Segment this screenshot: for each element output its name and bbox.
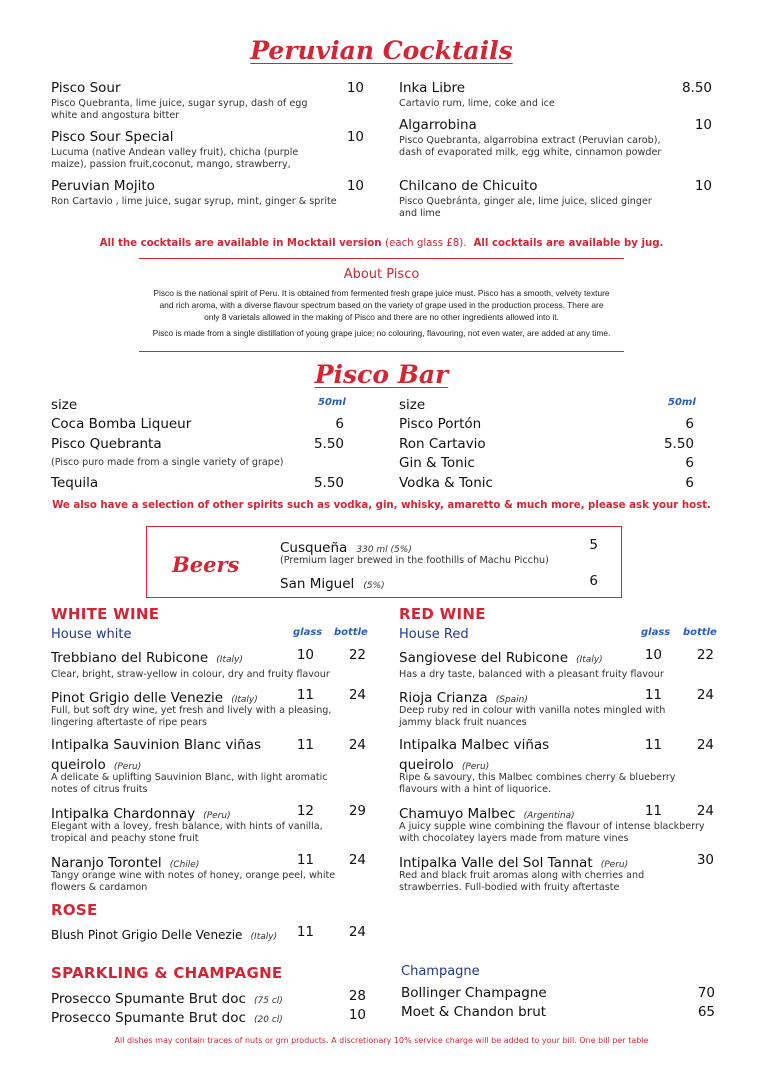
cocktail-desc: Pisco Quebránta, ginger ale, lime juice, sliced ginger and lime xyxy=(399,196,652,219)
wine-name: Chamuyo Malbec xyxy=(399,806,516,822)
wine-glass-price: 11 xyxy=(296,924,314,940)
about-line: and rich aroma, with a diverse flavour spectrum based on the variety of grape used in the production process. There are xyxy=(159,300,604,310)
wine-origin: (Peru) xyxy=(203,811,231,821)
wine-origin: (Italy) xyxy=(216,655,243,665)
rose-title: ROSE xyxy=(51,901,98,919)
bottle-header: bottle xyxy=(334,627,368,638)
cocktail-desc: Pisco Quebranta, algarrobina extract (Peruvian carob), dash of evaporated milk, egg white, cinnamon powder xyxy=(399,135,662,158)
wine-name-cont: queirolo xyxy=(51,757,106,773)
bottle-header: bottle xyxy=(683,627,717,638)
wine-desc: Deep ruby red in colour with vanilla notes mingled with jammy black fruit nuances xyxy=(399,705,666,728)
cocktail-name: Algarrobina xyxy=(399,117,477,133)
spirit-name: Gin & Tonic xyxy=(399,455,475,471)
spirit-price: 5.50 xyxy=(663,436,694,452)
wine-desc: Has a dry taste, balanced with a pleasant fruity flavour xyxy=(399,669,664,680)
wine-origin: (Argentina) xyxy=(523,811,575,821)
wine-origin: (Italy) xyxy=(250,932,278,942)
beer-row xyxy=(280,537,412,556)
spirit-name: Vodka & Tonic xyxy=(399,475,493,491)
house-red-label: House Red xyxy=(399,627,469,642)
wine-bottle-price: 65 xyxy=(697,1004,715,1020)
red-wine-title: RED WINE xyxy=(399,605,486,623)
wine-row xyxy=(51,803,231,822)
wine-name: Naranjo Torontel xyxy=(51,855,162,871)
wine-name-cont: queirolo xyxy=(399,757,454,773)
spirit-name: Ron Cartavio xyxy=(399,436,486,452)
spirit-price: 6 xyxy=(335,416,344,432)
cocktails-title: Peruvian Cocktails xyxy=(250,36,513,65)
cocktail-name: Pisco Sour xyxy=(51,80,121,96)
spirit-name: Pisco Quebranta xyxy=(51,436,162,452)
wine-origin: (20 cl) xyxy=(254,1015,283,1025)
spirit-price: 6 xyxy=(685,475,694,491)
cocktail-desc: Ron Cartavio , lime juice, sugar syrup, mint, ginger & sprite xyxy=(51,196,337,207)
beer-detail: (5%) xyxy=(363,581,385,591)
wine-bottle-price: 24 xyxy=(696,737,714,753)
size-unit: 50ml xyxy=(668,397,696,408)
beer-name: San Miguel xyxy=(280,576,355,592)
wine-glass-price: 11 xyxy=(644,687,662,703)
wine-name: Intipalka Sauvinion Blanc viñas xyxy=(51,737,262,753)
beer-price: 6 xyxy=(589,573,598,589)
wine-glass-price: 10 xyxy=(644,647,662,663)
cocktail-price: 10 xyxy=(346,178,364,194)
about-line: only 8 varietals allowed in the making of Pisco and there are no other ingredients allowed into it. xyxy=(204,312,559,322)
wine-origin: (Peru) xyxy=(113,762,142,772)
spirit-note: (Pisco puro made from a single variety of grape) xyxy=(51,457,284,468)
cocktail-name: Chilcano de Chicuito xyxy=(399,178,538,194)
wine-row xyxy=(399,647,603,666)
wine-name: Rioja Crianza xyxy=(399,690,488,706)
cocktail-name: Pisco Sour Special xyxy=(51,129,174,145)
wine-bottle-price: 28 xyxy=(348,988,366,1004)
cocktail-price: 8.50 xyxy=(681,80,712,96)
wine-name: Bollinger Champagne xyxy=(401,985,547,1001)
wine-name: Pinot Grigio delle Venezie xyxy=(51,690,224,706)
cocktail-desc: Lucuma (native Andean valley fruit), chicha (purple maize), passion fruit,coconut, mango, strawberry, xyxy=(51,147,299,170)
wine-bottle-price: 24 xyxy=(348,924,366,940)
about-line: Pisco is made from a single distillation of young grape juice; no colouring, flavouring, not even water, are added at any time. xyxy=(152,328,611,338)
wine-bottle-price: 22 xyxy=(348,647,366,663)
wine-desc: A juicy supple wine combining the flavour of intense blackberry with chocolatey layers made from mature vines xyxy=(399,821,705,844)
cocktail-price: 10 xyxy=(346,80,364,96)
wine-desc: Full, but soft dry wine, yet fresh and lively with a pleasing, lingering aftertaste of ripe pears xyxy=(51,705,332,728)
wine-glass-price: 11 xyxy=(644,803,662,819)
wine-bottle-price: 24 xyxy=(696,803,714,819)
footer-note: All dishes may contain traces of nuts or gm products. A discretionary 10% service charge will be added to your bill. One bill per table xyxy=(114,1036,649,1045)
white-wine-title: WHITE WINE xyxy=(51,605,160,623)
wine-origin: (Spain) xyxy=(495,695,528,705)
cocktail-price: 10 xyxy=(694,178,712,194)
wine-bottle-price: 24 xyxy=(696,687,714,703)
wine-bottle-price: 24 xyxy=(348,852,366,868)
beer-row xyxy=(280,573,385,592)
wine-name: Prosecco Spumante Brut doc xyxy=(51,991,246,1007)
wine-origin: (Peru) xyxy=(600,860,629,870)
wine-row xyxy=(399,852,628,871)
wine-row xyxy=(51,754,141,773)
wine-glass-price: 11 xyxy=(644,737,662,753)
glass-header: glass xyxy=(641,627,671,638)
wine-name: Moet & Chandon brut xyxy=(401,1004,547,1020)
spirit-price: 6 xyxy=(685,455,694,471)
cocktail-price: 10 xyxy=(346,129,364,145)
wine-name: Blush Pinot Grigio Delle Venezie xyxy=(51,928,243,942)
cocktail-price: 10 xyxy=(694,117,712,133)
mocktail-note-c: All cocktails are available by jug. xyxy=(473,238,664,249)
wine-name: Intipalka Malbec viñas xyxy=(399,737,550,753)
size-unit: 50ml xyxy=(318,397,346,408)
wine-origin: (Italy) xyxy=(576,655,603,665)
wine-glass-price: 12 xyxy=(296,803,314,819)
wine-bottle-price: 10 xyxy=(348,1007,366,1023)
wine-name: Sangiovese del Rubicone xyxy=(399,650,569,666)
wine-desc: A delicate & uplifting Sauvinion Blanc, with light aromatic notes of citrus fruits xyxy=(51,772,328,795)
spirit-name: Pisco Portón xyxy=(399,416,482,432)
wine-row xyxy=(51,687,258,706)
glass-header: glass xyxy=(293,627,323,638)
wine-origin: (Italy) xyxy=(231,695,258,705)
wine-row xyxy=(51,924,277,943)
wine-name: Trebbiano del Rubicone xyxy=(51,650,209,666)
pisco-bar-title: Pisco Bar xyxy=(314,360,449,389)
wine-origin: (Peru) xyxy=(461,762,490,772)
beer-price: 5 xyxy=(589,537,598,553)
spirit-name: Coca Bomba Liqueur xyxy=(51,416,192,432)
mocktail-note xyxy=(0,238,763,249)
wine-bottle-price: 30 xyxy=(696,852,714,868)
cocktail-desc: Pisco Quebranta, lime juice, sugar syrup, dash of egg white and angostura bitter xyxy=(51,98,308,121)
about-body xyxy=(90,287,673,339)
wine-origin: (Chile) xyxy=(169,860,200,870)
house-white-label: House white xyxy=(51,627,132,642)
wine-bottle-price: 24 xyxy=(348,737,366,753)
wine-glass-price: 11 xyxy=(296,852,314,868)
wine-name: Intipalka Valle del Sol Tannat xyxy=(399,855,593,871)
size-label: size xyxy=(399,397,426,413)
wine-row xyxy=(51,1007,283,1026)
champagne-label: Champagne xyxy=(401,964,480,979)
wine-desc: Tangy orange wine with notes of honey, orange peel, white flowers & cardamon xyxy=(51,870,336,893)
spirit-price: 6 xyxy=(685,416,694,432)
wine-row xyxy=(51,647,243,666)
wine-bottle-price: 22 xyxy=(696,647,714,663)
cocktail-name: Inka Libre xyxy=(399,80,466,96)
wine-bottle-price: 70 xyxy=(697,985,715,1001)
about-line: Pisco is the national spirit of Peru. It is obtained from fermented fresh grape juice must. Pisco has a smooth, velvety texture xyxy=(153,288,610,298)
cocktail-desc: Cartavio rum, lime, coke and ice xyxy=(399,98,555,109)
mocktail-note-b: (each glass £8). xyxy=(385,238,467,249)
wine-row xyxy=(399,803,575,822)
wine-glass-price: 11 xyxy=(296,737,314,753)
wine-desc: Elegant with a lovey, fresh balance, with hints of vanilla, tropical and peachy stone fruit xyxy=(51,821,323,844)
wine-desc: Clear, bright, straw-yellow in colour, dry and fruity flavour xyxy=(51,669,330,680)
wine-desc: Red and black fruit aromas along with cherries and strawberries. Full-bodied with fruity aftertaste xyxy=(399,870,645,893)
spirits-note: We also have a selection of other spirits such as vodka, gin, whisky, amaretto & much more, please ask your host. xyxy=(52,500,711,511)
wine-glass-price: 11 xyxy=(296,687,314,703)
spirit-name: Tequila xyxy=(51,475,99,491)
mocktail-note-a: All the cocktails are available in Mocktail version xyxy=(99,238,382,249)
wine-row xyxy=(399,687,528,706)
sparkling-title: SPARKLING & CHAMPAGNE xyxy=(51,964,283,982)
wine-bottle-price: 29 xyxy=(348,803,366,819)
about-title: About Pisco xyxy=(343,267,420,282)
beer-detail: 330 ml (5%) xyxy=(356,545,412,555)
cocktail-name: Peruvian Mojito xyxy=(51,178,155,194)
wine-origin: (75 cl) xyxy=(254,996,283,1006)
beer-desc: (Premium lager brewed in the foothills of Machu Picchu) xyxy=(280,555,549,566)
spirit-price: 5.50 xyxy=(313,436,344,452)
wine-bottle-price: 24 xyxy=(348,687,366,703)
beer-name: Cusqueña xyxy=(280,540,348,556)
beers-title: Beers xyxy=(172,552,240,577)
size-label: size xyxy=(51,397,78,413)
wine-row xyxy=(51,852,199,871)
wine-row xyxy=(51,988,283,1007)
spirit-price: 5.50 xyxy=(313,475,344,491)
wine-glass-price: 10 xyxy=(296,647,314,663)
divider xyxy=(139,258,624,259)
wine-name: Prosecco Spumante Brut doc xyxy=(51,1010,246,1026)
wine-desc: Ripe & savoury, this Malbec combines cherry & blueberry flavours with a hint of liquorice. xyxy=(399,772,676,795)
divider xyxy=(139,351,624,352)
wine-name: Intipalka Chardonnay xyxy=(51,806,196,822)
wine-row xyxy=(399,754,489,773)
